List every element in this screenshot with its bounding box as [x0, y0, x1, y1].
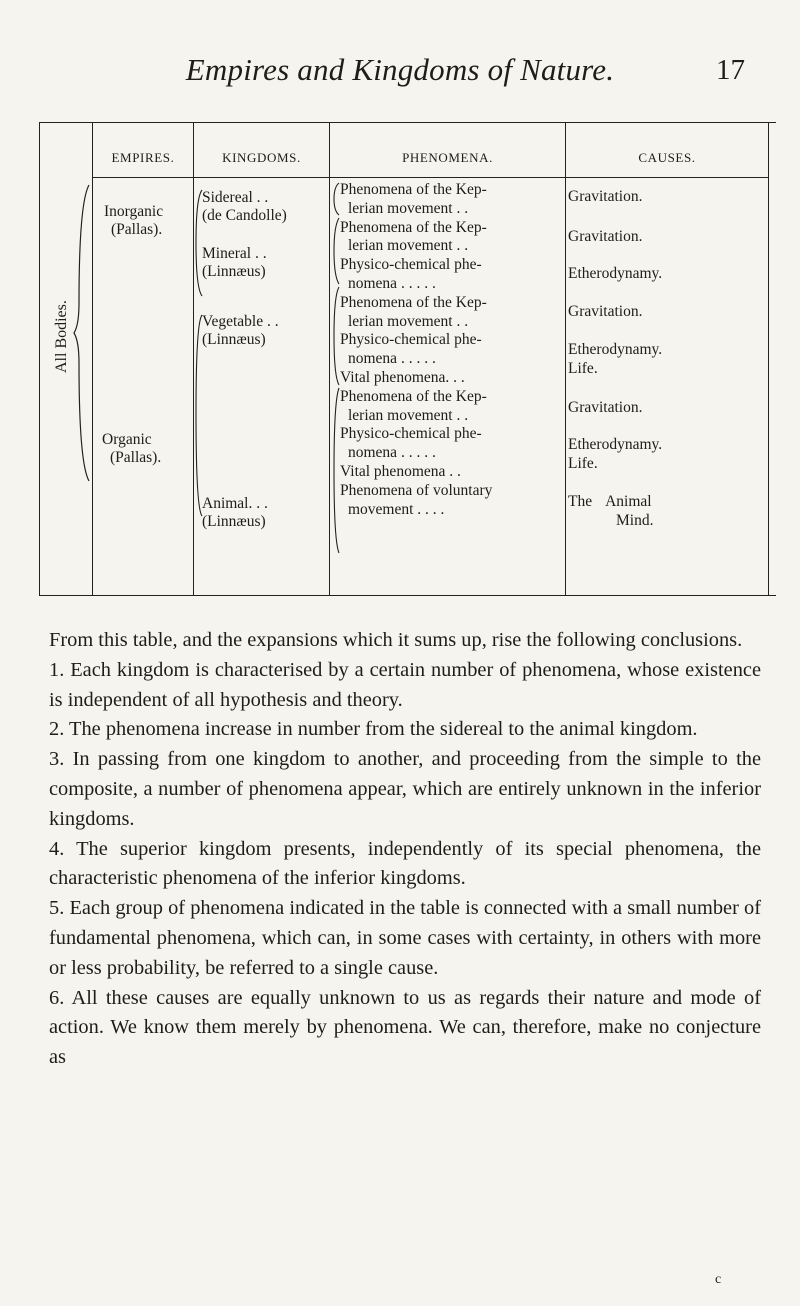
cause: Etherodynamy.	[568, 341, 663, 358]
phenomena-line: Phenomena of the Kep-	[340, 181, 487, 198]
kingdom-vegetable-author: (Linnæus)	[202, 331, 266, 348]
column-header-kingdoms: KINGDOMS.	[222, 150, 301, 165]
column-header-phenomena: PHENOMENA.	[402, 150, 493, 165]
phenomena-line: Physico-chemical phe-	[340, 425, 482, 443]
conclusion-4: 4. The superior kingdom presents, independently of its special phenomena, the characteristic phenomena of the inferior kingdoms.	[49, 837, 761, 890]
cause: Etherodynamy.	[568, 436, 663, 453]
empire-inorganic	[104, 203, 163, 239]
kingdom-animal-author: (Linnæus)	[202, 513, 266, 530]
empire-organic-author: (Pallas).	[110, 449, 162, 466]
phenomena-line: movement . . . .	[348, 500, 445, 518]
cause: Gravitation.	[568, 399, 643, 416]
cause: Life.	[568, 360, 598, 377]
page-number: 17	[716, 54, 745, 86]
kingdom-mineral	[202, 245, 267, 281]
column-header-causes: CAUSES.	[638, 150, 696, 165]
phenomena-line: nomena . . . . .	[348, 350, 436, 368]
cause: Gravitation.	[568, 228, 643, 245]
phenomena-line: nomena . . . . .	[348, 444, 436, 462]
all-bodies-label: All Bodies.	[53, 300, 70, 373]
phenomena-line: Phenomena of voluntary	[340, 481, 493, 499]
phenomena-line: Phenomena of the Kep-	[340, 387, 487, 405]
signature-mark: c	[715, 1272, 722, 1287]
kingdom-animal-label: Animal. . .	[202, 495, 268, 512]
conclusion-1: 1. Each kingdom is characterised by a certain number of phenomena, whose existence is independent of all hypothesis and theory.	[49, 658, 761, 711]
intro-paragraph: From this table, and the expansions which it sums up, rise the following conclusions.	[49, 629, 743, 651]
phenomena-column	[340, 181, 492, 519]
phenomena-line: lerian movement . .	[348, 312, 469, 330]
classification-table	[39, 122, 776, 596]
phenomena-line: Phenomena of the Kep-	[340, 218, 487, 236]
body-text	[49, 626, 761, 1073]
cause: Gravitation.	[568, 188, 643, 205]
kingdom-vegetable-label: Vegetable . .	[202, 313, 279, 330]
empire-organic-label: Organic	[102, 431, 152, 448]
empire-inorganic-label: Inorganic	[104, 203, 164, 220]
table-rule	[565, 123, 566, 595]
table-rule	[329, 123, 330, 595]
kingdom-sidereal-author: (de Candolle)	[202, 207, 287, 224]
cause: The Animal	[568, 493, 652, 510]
kingdom-sidereal	[202, 189, 287, 225]
conclusion-2: 2. The phenomena increase in number from the sidereal to the animal kingdom.	[49, 718, 698, 741]
cause: Life.	[568, 455, 598, 472]
phenomena-line: Vital phenomena . .	[340, 462, 461, 480]
kingdom-mineral-label: Mineral . .	[202, 245, 267, 262]
phenomena-line: Physico-chemical phe-	[340, 331, 482, 349]
phenomena-line: Physico-chemical phe-	[340, 256, 482, 274]
phenomena-line: lerian movement . .	[348, 237, 469, 255]
table-rule	[39, 123, 40, 595]
column-header-empires: EMPIRES.	[111, 150, 175, 165]
phenomena-line: lerian movement . .	[348, 406, 469, 424]
kingdom-animal	[202, 495, 268, 531]
page-header	[0, 52, 800, 102]
conclusion-3: 3. In passing from one kingdom to another, and proceeding from the simple to the composite, a number of phenomena appear, which are entirely unknown in the inferior kingdoms.	[49, 748, 761, 830]
phenomena-line: lerian movement . .	[348, 199, 469, 217]
cause: Gravitation.	[568, 303, 643, 320]
phenomena-line: nomena . . . . .	[348, 274, 436, 292]
cause: Mind.	[616, 512, 654, 529]
empire-organic	[102, 431, 161, 467]
cause: Etherodynamy.	[568, 265, 663, 282]
kingdom-sidereal-label: Sidereal . .	[202, 189, 269, 206]
conclusion-5: 5. Each group of phenomena indicated in the table is connected with a small number of fundamental phenomena, which can, in some cases with certainty, in others with more or less probability, be referred to a single cause.	[49, 897, 761, 979]
running-title: Empires and Kingdoms of Nature.	[185, 52, 615, 87]
header-rule	[92, 177, 768, 178]
conclusion-6: 6. All these causes are equally unknown to us as regards their nature and mode of action. We know them merely by phenomena. We can, therefore, make no conjecture as	[49, 986, 761, 1069]
table-rule	[768, 123, 769, 595]
empire-inorganic-author: (Pallas).	[111, 221, 163, 238]
kingdom-vegetable	[202, 313, 279, 349]
kingdom-mineral-author: (Linnæus)	[202, 263, 266, 280]
phenomena-line: Vital phenomena. . .	[340, 368, 465, 386]
phenomena-line: Phenomena of the Kep-	[340, 293, 487, 311]
all-bodies-brace	[73, 183, 93, 483]
